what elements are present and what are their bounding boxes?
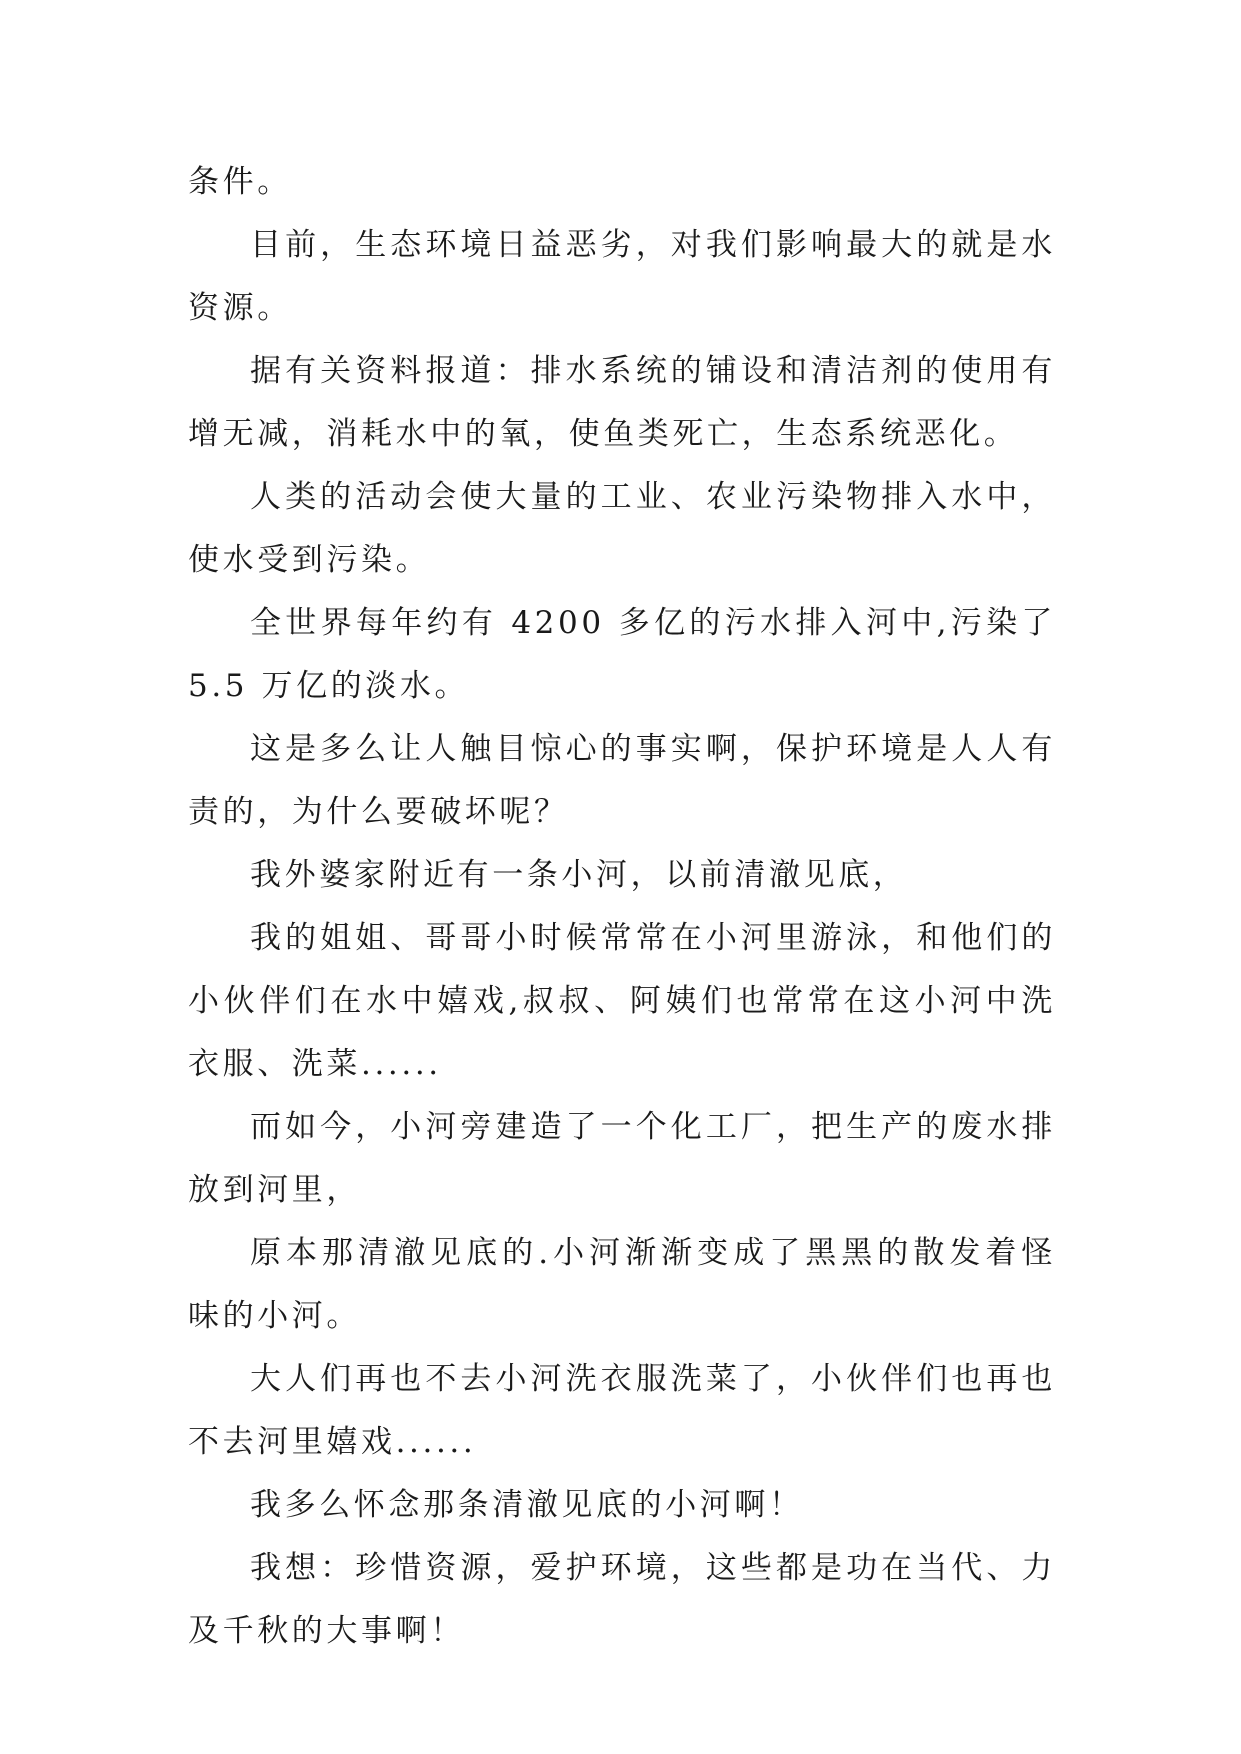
paragraph: 原本那清澈见底的.小河渐渐变成了黑黑的散发着怪味的小河。: [188, 1235, 1056, 1334]
paragraph: 我多么怀念那条清澈见底的小河啊！: [250, 1487, 804, 1523]
paragraph-continuation: 条件。: [188, 164, 292, 200]
paragraph: 全世界每年约有 4200 多亿的污水排入河中,污染了 5.5 万亿的淡水。: [188, 605, 1056, 704]
paragraph: 我想：珍惜资源，爱护环境，这些都是功在当代、力及千秋的大事啊！: [188, 1550, 1056, 1649]
paragraph: 这是多么让人触目惊心的事实啊，保护环境是人人有责的，为什么要破坏呢？: [188, 731, 1056, 830]
paragraph: 据有关资料报道：排水系统的铺设和清洁剂的使用有增无减，消耗水中的氧，使鱼类死亡，生态系统恶化。: [188, 353, 1056, 452]
paragraph: 目前，生态环境日益恶劣，对我们影响最大的就是水资源。: [188, 227, 1056, 326]
paragraph: 而如今，小河旁建造了一个化工厂，把生产的废水排放到河里，: [188, 1109, 1056, 1208]
document-body: [188, 151, 1056, 1663]
paragraph: 大人们再也不去小河洗衣服洗菜了，小伙伴们也再也不去河里嬉戏......: [188, 1361, 1056, 1460]
paragraph: 人类的活动会使大量的工业、农业污染物排入水中，使水受到污染。: [188, 479, 1056, 578]
paragraph: 我的姐姐、哥哥小时候常常在小河里游泳，和他们的小伙伴们在水中嬉戏,叔叔、阿姨们也常常在这小河中洗衣服、洗菜......: [188, 920, 1056, 1082]
paragraph: 我外婆家附近有一条小河，以前清澈见底，: [250, 857, 908, 893]
